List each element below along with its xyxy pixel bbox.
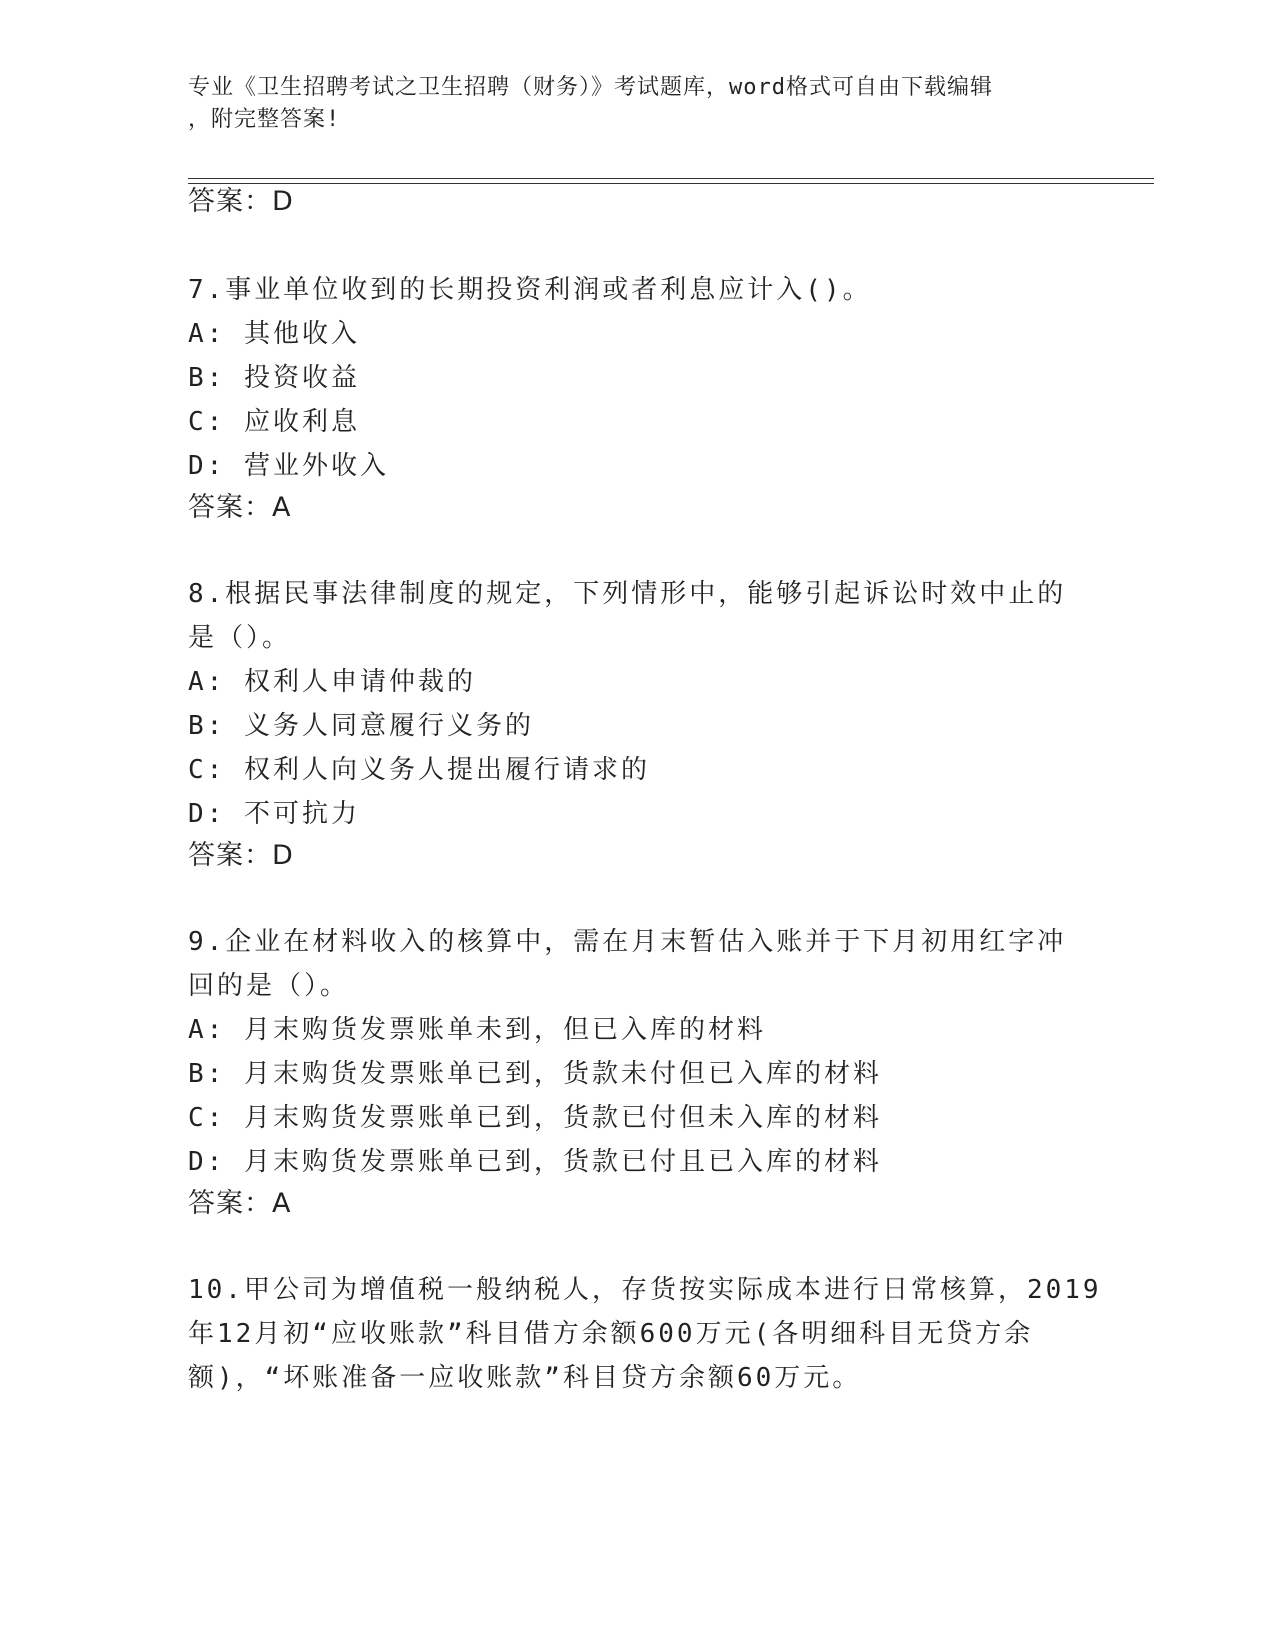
question-10-line-3: 额)，“坏账准备一应收账款”科目贷方余额60万元。 — [188, 1363, 862, 1393]
question-7-option-a: A: 其他收入 — [188, 319, 360, 349]
question-7-option-b: B: 投资收益 — [188, 363, 360, 393]
question-9 — [188, 920, 1088, 1184]
header-line-1: 专业《卫生招聘考试之卫生招聘（财务）》考试题库，word格式可自由下载编辑 — [188, 75, 993, 100]
document-header — [188, 72, 1088, 136]
question-8 — [188, 572, 1088, 836]
question-7 — [188, 268, 1088, 488]
question-8-option-b: B: 义务人同意履行义务的 — [188, 711, 534, 741]
header-divider-bottom — [188, 183, 1154, 184]
previous-answer: 答案：D — [188, 186, 294, 217]
question-9-answer: 答案：A — [188, 1188, 292, 1219]
question-10-line-1: 10.甲公司为增值税一般纳税人，存货按实际成本进行日常核算，2019 — [188, 1275, 1102, 1305]
question-10 — [188, 1268, 1102, 1400]
question-8-option-d: D: 不可抗力 — [188, 799, 360, 829]
question-9-stem-line-1: 9.企业在材料收入的核算中，需在月末暂估入账并于下月初用红字冲 — [188, 927, 1067, 957]
question-7-answer: 答案：A — [188, 492, 292, 523]
question-7-option-c: C: 应收利息 — [188, 407, 360, 437]
question-9-stem-line-2: 回的是（）。 — [188, 971, 350, 1001]
header-line-2: ，附完整答案! — [188, 107, 341, 132]
question-8-stem-line-1: 8.根据民事法律制度的规定，下列情形中，能够引起诉讼时效中止的 — [188, 579, 1067, 609]
question-8-stem-line-2: 是（）。 — [188, 623, 292, 653]
question-8-option-a: A: 权利人申请仲裁的 — [188, 667, 476, 697]
question-8-answer: 答案：D — [188, 840, 294, 871]
question-7-stem: 7.事业单位收到的长期投资利润或者利息应计入()。 — [188, 275, 872, 305]
question-9-option-b: B: 月末购货发票账单已到，货款未付但已入库的材料 — [188, 1059, 882, 1089]
question-9-option-a: A: 月末购货发票账单未到，但已入库的材料 — [188, 1015, 766, 1045]
question-10-line-2: 年12月初“应收账款”科目借方余额600万元(各明细科目无贷方余 — [188, 1319, 1034, 1349]
header-divider-top — [188, 178, 1154, 179]
question-7-option-d: D: 营业外收入 — [188, 451, 389, 481]
question-9-option-c: C: 月末购货发票账单已到，货款已付但未入库的材料 — [188, 1103, 882, 1133]
question-8-option-c: C: 权利人向义务人提出履行请求的 — [188, 755, 650, 785]
question-9-option-d: D: 月末购货发票账单已到，货款已付且已入库的材料 — [188, 1147, 882, 1177]
